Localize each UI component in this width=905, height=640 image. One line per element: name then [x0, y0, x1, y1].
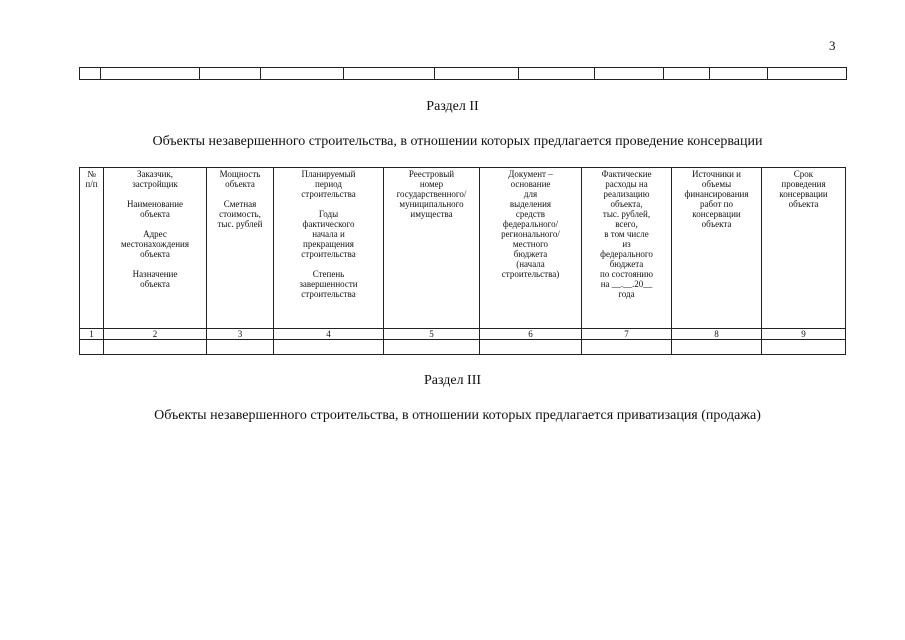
table-cell	[435, 68, 519, 80]
column-number: 3	[207, 329, 274, 340]
table-cell	[207, 340, 274, 355]
column-header-sources: Источники и объемы финансирования работ по консервации объекта	[672, 168, 762, 329]
table-cell	[768, 68, 847, 80]
column-number: 5	[384, 329, 480, 340]
table-cell	[384, 340, 480, 355]
table-cell	[582, 340, 672, 355]
previous-table-continuation	[79, 67, 847, 80]
section-2-heading: Раздел II	[426, 99, 479, 114]
conservation-objects-table	[79, 167, 846, 355]
column-header-document: Документ – основание для выделения средств федерального/ регионального/ местного бюджета (начала строительства)	[480, 168, 582, 329]
table-cell	[664, 68, 710, 80]
column-number: 2	[104, 329, 207, 340]
table-cell	[104, 340, 207, 355]
table-cell	[274, 340, 384, 355]
column-header-term: Срок проведения консервации объекта	[762, 168, 846, 329]
table-cell	[200, 68, 261, 80]
table-cell	[762, 340, 846, 355]
column-header-registry: Реестровый номер государственного/ муниципального имущества	[384, 168, 480, 329]
column-header-number: № п/п	[80, 168, 104, 329]
table-cell	[710, 68, 768, 80]
table-cell	[480, 340, 582, 355]
table-cell	[344, 68, 435, 80]
table-cell	[595, 68, 664, 80]
section-3-heading: Раздел III	[423, 373, 482, 388]
section-2-subtitle: Объекты незавершенного строительства, в отношении которых предлагается проведение консервации	[152, 134, 763, 149]
column-number: 9	[762, 329, 846, 340]
column-number: 8	[672, 329, 762, 340]
table-cell	[519, 68, 595, 80]
column-number: 1	[80, 329, 104, 340]
page-number: 3	[829, 38, 836, 53]
column-header-customer: Заказчик, застройщик Наименование объекта Адрес местонахождения объекта Назначение объекта	[104, 168, 207, 329]
table-cell	[101, 68, 200, 80]
column-number: 6	[480, 329, 582, 340]
table-cell	[672, 340, 762, 355]
column-number: 4	[274, 329, 384, 340]
table-cell	[80, 340, 104, 355]
table-cell	[261, 68, 344, 80]
table-cell	[80, 68, 101, 80]
column-header-capacity: Мощность объекта Сметная стоимость, тыс. рублей	[207, 168, 274, 329]
column-header-period: Планируемый период строительства Годы фактического начала и прекращения строительства Степень завершенности строительства	[274, 168, 384, 329]
column-header-expenses: Фактические расходы на реализацию объекта, тыс. рублей, всего, в том числе из федерального бюджета по состоянию на __.__.20__ года	[582, 168, 672, 329]
section-3-subtitle: Объекты незавершенного строительства, в отношении которых предлагается приватизация (продажа)	[154, 408, 761, 423]
column-number: 7	[582, 329, 672, 340]
